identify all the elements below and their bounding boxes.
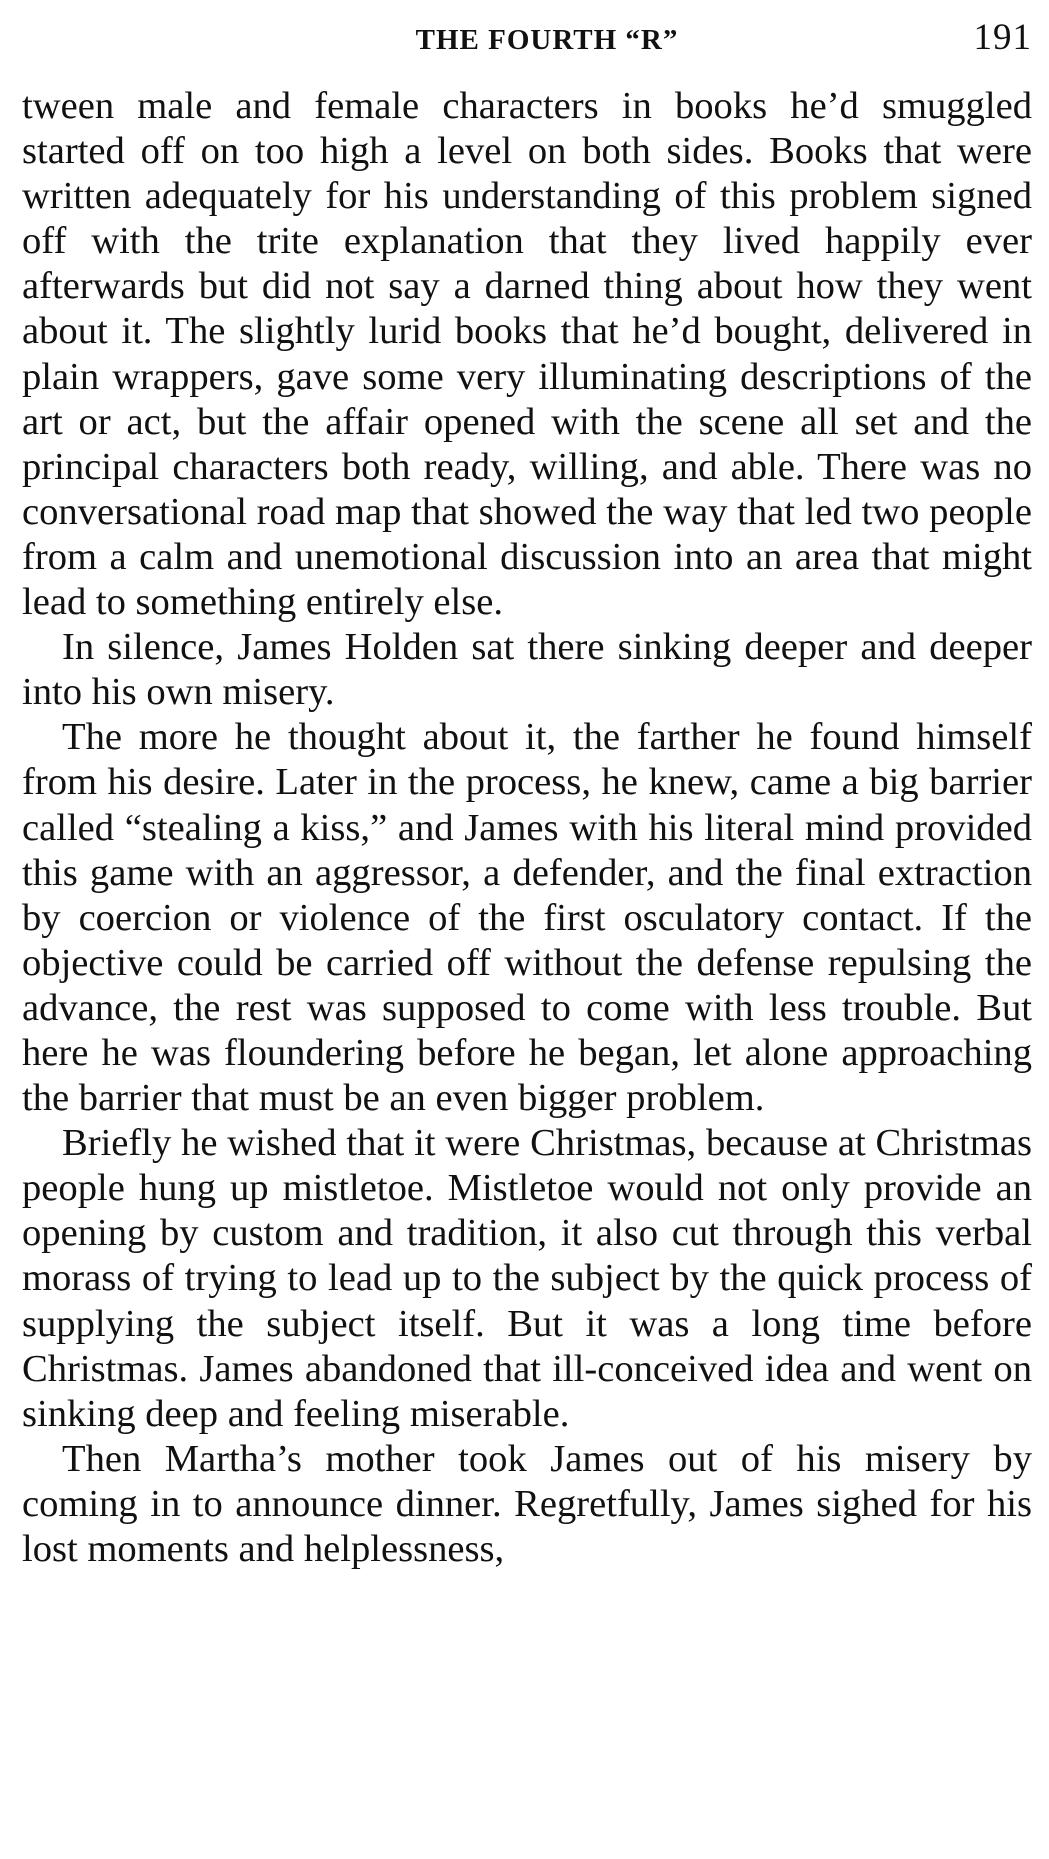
paragraph: The more he thought about it, the farther he found himself from his desire. Later in the process, he knew, came a big barrier called “stealing a kiss,” and James with his literal mind provided this game with an aggressor, a defender, and the final extraction by coercion or violence of the first osculatory contact. If the objective could be carried off without the defense repulsing the advance, the rest was supposed to come with less trouble. But here he was floundering before he began, let alone approaching the barrier that must be an even bigger problem.	[22, 716, 1032, 1120]
running-title: THE FOURTH “R”	[415, 24, 679, 56]
body-text	[22, 84, 1032, 1572]
paragraph: Then Martha’s mother took James out of his misery by coming in to announce dinner. Regretfully, James sighed for his lost moments and helplessness,	[22, 1437, 1032, 1570]
paragraph: In silence, James Holden sat there sinking deeper and deeper into his own misery.	[22, 626, 1032, 714]
paragraph-continued: tween male and female characters in books he’d smuggled started off on too high a level on both sides. Books that were written adequately for his understanding of this problem signed off with the trite explanation that they lived happily ever afterwards but did not say a darned thing about how they went about it. The slightly lurid books that he’d bought, delivered in plain wrappers, gave some very illuminating descriptions of the art or act, but the affair opened with the scene all set and the principal characters both ready, willing, and able. There was no conversational road map that showed the way that led two people from a calm and unemotional discussion into an area that might lead to something entirely else.	[22, 85, 1032, 624]
page-number: 191	[973, 17, 1032, 58]
running-head	[22, 14, 1032, 64]
paragraph: Briefly he wished that it were Christmas, because at Christmas people hung up mistletoe. Mistletoe would not only provide an opening by custom and tradition, it also cut through this verbal morass of trying to lead up to the subject by the quick process of supplying the subject itself. But it was a long time before Christmas. James abandoned that ill-conceived idea and went on sinking deep and feeling miserable.	[22, 1122, 1032, 1435]
